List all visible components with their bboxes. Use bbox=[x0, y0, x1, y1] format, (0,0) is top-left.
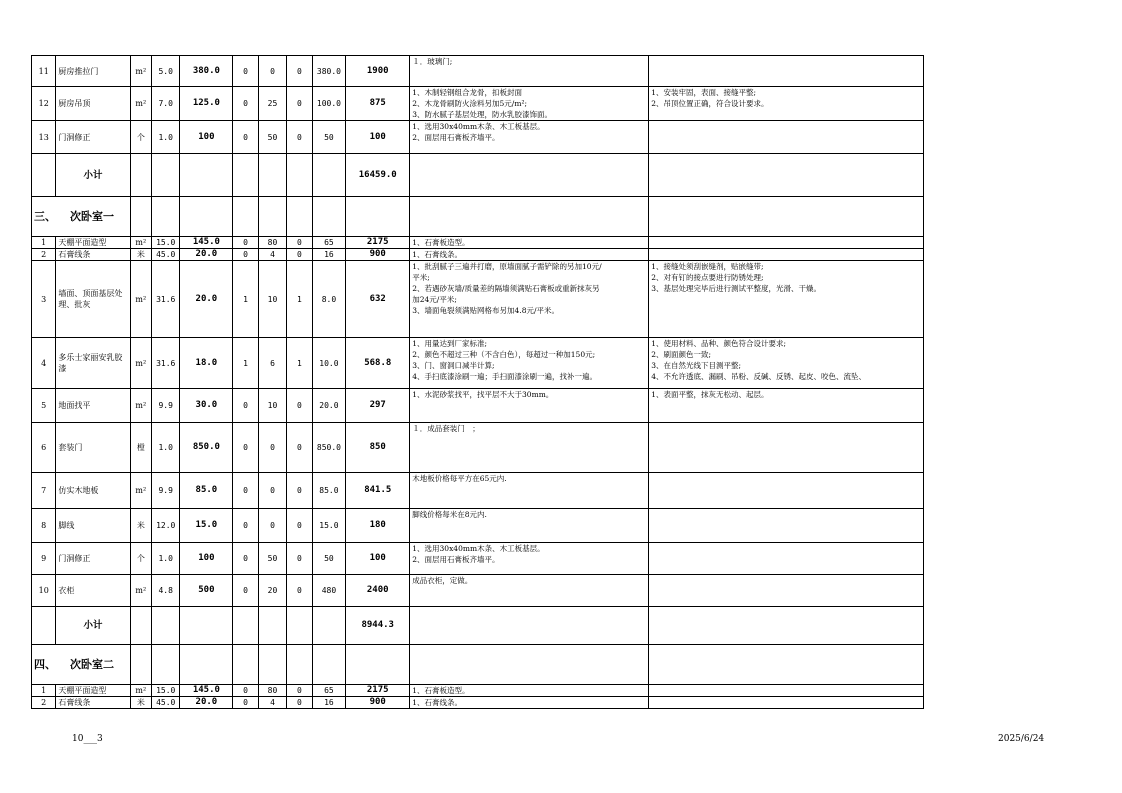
empty-cell bbox=[312, 607, 346, 645]
item-unit: 米 bbox=[130, 509, 151, 543]
item-unit-price: 85.0 bbox=[180, 473, 233, 509]
item-name: 衣柜 bbox=[56, 575, 130, 607]
item-cost-1: 0 bbox=[233, 509, 258, 543]
item-unit-price: 500 bbox=[180, 575, 233, 607]
item-cost-1: 0 bbox=[233, 575, 258, 607]
empty-cell bbox=[258, 154, 286, 197]
text-line: 加24元/平米; bbox=[412, 295, 457, 304]
item-requirements bbox=[649, 697, 924, 709]
empty-cell bbox=[287, 645, 312, 685]
subtotal-row bbox=[32, 607, 924, 645]
item-requirements bbox=[649, 389, 924, 423]
empty-cell bbox=[180, 645, 233, 685]
item-total: 568.8 bbox=[346, 338, 410, 389]
table-row bbox=[32, 87, 924, 121]
item-number: 1 bbox=[32, 237, 56, 249]
item-unit-price: 125.0 bbox=[180, 87, 233, 121]
text-line: 1、接缝处须刮嵌缝剂，贴嵌缝带; bbox=[651, 262, 764, 271]
item-cost-1: 0 bbox=[233, 389, 258, 423]
item-name: 天棚平面造型 bbox=[56, 237, 130, 249]
item-total: 1900 bbox=[346, 56, 410, 87]
item-unit: m² bbox=[130, 473, 151, 509]
item-unit-price: 20.0 bbox=[180, 697, 233, 709]
text-line: １．玻璃门; bbox=[412, 57, 453, 66]
item-cost-2: 0 bbox=[258, 56, 286, 87]
item-unit-price: 100 bbox=[180, 121, 233, 154]
text-line: 2、刷面颜色一致; bbox=[651, 350, 712, 359]
item-requirements bbox=[649, 423, 924, 473]
text-line: 1、石膏线条。 bbox=[412, 698, 463, 707]
item-cost-3: 0 bbox=[287, 509, 312, 543]
item-description bbox=[410, 249, 649, 261]
item-unit: m² bbox=[130, 338, 151, 389]
item-cost-3: 0 bbox=[287, 237, 312, 249]
item-description bbox=[410, 543, 649, 575]
text-line: 2、若遇砂灰墙/质量差的隔墙须满贴石膏板或重新抹灰另 bbox=[412, 284, 600, 293]
item-cost-4: 20.0 bbox=[312, 389, 346, 423]
table-row bbox=[32, 249, 924, 261]
item-name: 套装门 bbox=[56, 423, 130, 473]
text-line: 2、颜色不超过三种（不含白色），每超过一种加150元; bbox=[412, 350, 596, 359]
text-line: 1、石膏板造型。 bbox=[412, 686, 470, 695]
item-cost-4: 480 bbox=[312, 575, 346, 607]
subtotal-label-cell bbox=[56, 607, 130, 645]
item-cost-4: 380.0 bbox=[312, 56, 346, 87]
item-quantity: 9.9 bbox=[151, 473, 179, 509]
empty-cell bbox=[649, 607, 924, 645]
text-line: 3、在自然光线下目测平整; bbox=[651, 361, 742, 370]
item-number: 10 bbox=[32, 575, 56, 607]
item-unit-price: 100 bbox=[180, 543, 233, 575]
item-unit: m² bbox=[130, 237, 151, 249]
section-title: 次卧室二 bbox=[70, 657, 114, 671]
table-row bbox=[32, 237, 924, 249]
item-cost-1: 1 bbox=[233, 338, 258, 389]
empty-cell bbox=[233, 197, 258, 237]
item-cost-2: 50 bbox=[258, 121, 286, 154]
item-description bbox=[410, 509, 649, 543]
item-cost-1: 0 bbox=[233, 87, 258, 121]
empty-cell bbox=[258, 607, 286, 645]
item-cost-2: 6 bbox=[258, 338, 286, 389]
item-number: 8 bbox=[32, 509, 56, 543]
item-cost-3: 0 bbox=[287, 575, 312, 607]
item-quantity: 1.0 bbox=[151, 543, 179, 575]
item-cost-3: 0 bbox=[287, 685, 312, 697]
empty-cell bbox=[180, 154, 233, 197]
item-quantity: 45.0 bbox=[151, 697, 179, 709]
item-unit-price: 850.0 bbox=[180, 423, 233, 473]
item-cost-4: 85.0 bbox=[312, 473, 346, 509]
item-name: 门洞修正 bbox=[56, 121, 130, 154]
text-line: 1、水泥砂浆找平，找平层不大于30mm。 bbox=[412, 390, 554, 399]
item-cost-3: 0 bbox=[287, 423, 312, 473]
item-requirements bbox=[649, 473, 924, 509]
item-quantity: 1.0 bbox=[151, 121, 179, 154]
item-name: 地面找平 bbox=[56, 389, 130, 423]
text-line: 2、木龙骨刷防火涂料另加5元/m²; bbox=[412, 99, 527, 108]
item-description bbox=[410, 473, 649, 509]
item-cost-1: 0 bbox=[233, 237, 258, 249]
item-name: 仿实木地板 bbox=[56, 473, 130, 509]
item-cost-2: 4 bbox=[258, 249, 286, 261]
item-unit-price: 18.0 bbox=[180, 338, 233, 389]
item-total: 900 bbox=[346, 697, 410, 709]
text-line: 2、面层用石膏板齐墙平。 bbox=[412, 555, 500, 564]
text-line: 2、吊顶位置正确，符合设计要求。 bbox=[651, 99, 769, 108]
item-total: 100 bbox=[346, 121, 410, 154]
text-line: 2、对有钉的接点要进行防锈处理; bbox=[651, 273, 764, 282]
item-cost-1: 0 bbox=[233, 473, 258, 509]
section-number: 四、 bbox=[34, 657, 56, 671]
item-quantity: 31.6 bbox=[151, 261, 179, 338]
item-unit: m² bbox=[130, 389, 151, 423]
text-line: 1、批刮腻子三遍并打磨，原墙面腻子需铲除的另加10元/ bbox=[412, 262, 602, 271]
table-row bbox=[32, 338, 924, 389]
empty-cell bbox=[312, 154, 346, 197]
item-total: 632 bbox=[346, 261, 410, 338]
subtotal-label: 小计 bbox=[83, 620, 103, 631]
item-description bbox=[410, 56, 649, 87]
item-unit: m² bbox=[130, 261, 151, 338]
text-line: 3、墙面龟裂须满贴网格布另加4.8元/平米。 bbox=[412, 306, 559, 315]
item-total: 900 bbox=[346, 249, 410, 261]
item-requirements bbox=[649, 685, 924, 697]
item-cost-2: 4 bbox=[258, 697, 286, 709]
item-cost-3: 0 bbox=[287, 389, 312, 423]
text-line: 1、使用材料、品种、颜色符合设计要求; bbox=[651, 339, 787, 348]
item-name: 石膏线条 bbox=[56, 249, 130, 261]
empty-cell bbox=[233, 645, 258, 685]
text-line: 木地板价格每平方在65元内. bbox=[412, 474, 507, 483]
text-line: 平米; bbox=[412, 273, 430, 282]
text-line: 4、不允许透底、漏刷、吊粉、反碱、反锈、起皮、咬色、流坠、 bbox=[651, 372, 867, 381]
item-description bbox=[410, 121, 649, 154]
item-total: 2175 bbox=[346, 237, 410, 249]
item-description bbox=[410, 685, 649, 697]
item-unit: m² bbox=[130, 56, 151, 87]
item-name: 厨房推拉门 bbox=[56, 56, 130, 87]
item-unit: m² bbox=[130, 87, 151, 121]
item-unit: 个 bbox=[130, 543, 151, 575]
item-cost-2: 0 bbox=[258, 509, 286, 543]
quotation-table bbox=[31, 55, 924, 709]
item-description bbox=[410, 261, 649, 338]
item-number: 11 bbox=[32, 56, 56, 87]
item-total: 2175 bbox=[346, 685, 410, 697]
item-description bbox=[410, 87, 649, 121]
item-unit-price: 20.0 bbox=[180, 249, 233, 261]
empty-cell bbox=[32, 607, 56, 645]
text-line: 1、石膏板造型。 bbox=[412, 238, 470, 247]
item-cost-3: 1 bbox=[287, 338, 312, 389]
item-cost-4: 16 bbox=[312, 249, 346, 261]
item-quantity: 1.0 bbox=[151, 423, 179, 473]
item-requirements bbox=[649, 543, 924, 575]
item-number: 1 bbox=[32, 685, 56, 697]
item-cost-1: 1 bbox=[233, 261, 258, 338]
empty-cell bbox=[649, 154, 924, 197]
empty-cell bbox=[287, 607, 312, 645]
text-line: 1、选用30x40mm木条、木工板基层。 bbox=[412, 544, 545, 553]
subtotal-value: 16459.0 bbox=[346, 154, 410, 197]
text-line: 1、安装牢固，表面、接缝平整; bbox=[651, 88, 757, 97]
text-line: 脚线价格每米在8元内. bbox=[412, 510, 487, 519]
item-cost-4: 15.0 bbox=[312, 509, 346, 543]
item-quantity: 7.0 bbox=[151, 87, 179, 121]
text-line: 3、门、窗洞口减半计算; bbox=[412, 361, 495, 370]
item-requirements bbox=[649, 237, 924, 249]
table-row bbox=[32, 56, 924, 87]
empty-cell bbox=[180, 607, 233, 645]
item-cost-1: 0 bbox=[233, 121, 258, 154]
item-cost-4: 65 bbox=[312, 237, 346, 249]
page-number: 10___3 bbox=[72, 734, 103, 744]
section-number: 三、 bbox=[34, 209, 56, 223]
item-cost-4: 50 bbox=[312, 121, 346, 154]
item-requirements bbox=[649, 509, 924, 543]
item-number: 6 bbox=[32, 423, 56, 473]
item-name: 脚线 bbox=[56, 509, 130, 543]
print-date: 2025/6/24 bbox=[998, 734, 1045, 744]
item-number: 9 bbox=[32, 543, 56, 575]
item-quantity: 15.0 bbox=[151, 237, 179, 249]
table-body bbox=[32, 56, 924, 709]
item-unit-price: 30.0 bbox=[180, 389, 233, 423]
item-requirements bbox=[649, 338, 924, 389]
item-quantity: 45.0 bbox=[151, 249, 179, 261]
item-cost-3: 0 bbox=[287, 56, 312, 87]
item-requirements bbox=[649, 87, 924, 121]
table-row bbox=[32, 261, 924, 338]
item-name: 石膏线条 bbox=[56, 697, 130, 709]
item-description bbox=[410, 338, 649, 389]
item-cost-2: 0 bbox=[258, 473, 286, 509]
item-total: 2400 bbox=[346, 575, 410, 607]
item-cost-4: 50 bbox=[312, 543, 346, 575]
item-unit: m² bbox=[130, 575, 151, 607]
item-unit-price: 145.0 bbox=[180, 237, 233, 249]
item-description bbox=[410, 237, 649, 249]
item-cost-3: 0 bbox=[287, 543, 312, 575]
item-requirements bbox=[649, 575, 924, 607]
item-total: 850 bbox=[346, 423, 410, 473]
empty-cell bbox=[180, 197, 233, 237]
item-name: 天棚平面造型 bbox=[56, 685, 130, 697]
item-cost-4: 65 bbox=[312, 685, 346, 697]
item-description bbox=[410, 389, 649, 423]
subtotal-row bbox=[32, 154, 924, 197]
empty-cell bbox=[130, 645, 151, 685]
table-row bbox=[32, 423, 924, 473]
item-number: 3 bbox=[32, 261, 56, 338]
item-total: 297 bbox=[346, 389, 410, 423]
item-description bbox=[410, 575, 649, 607]
subtotal-value: 8944.3 bbox=[346, 607, 410, 645]
item-unit-price: 20.0 bbox=[180, 261, 233, 338]
item-requirements bbox=[649, 249, 924, 261]
item-cost-1: 0 bbox=[233, 423, 258, 473]
table-row bbox=[32, 543, 924, 575]
section-header-row bbox=[32, 197, 924, 237]
item-cost-3: 0 bbox=[287, 249, 312, 261]
empty-cell bbox=[151, 197, 179, 237]
text-line: 3、防水腻子基层处理，防水乳胶漆饰面。 bbox=[412, 110, 553, 119]
item-unit-price: 145.0 bbox=[180, 685, 233, 697]
item-quantity: 12.0 bbox=[151, 509, 179, 543]
empty-cell bbox=[649, 197, 924, 237]
item-quantity: 31.6 bbox=[151, 338, 179, 389]
item-cost-3: 0 bbox=[287, 121, 312, 154]
item-cost-2: 10 bbox=[258, 389, 286, 423]
empty-cell bbox=[346, 197, 410, 237]
item-cost-2: 0 bbox=[258, 423, 286, 473]
item-cost-3: 0 bbox=[287, 473, 312, 509]
text-line: 3、基层处理完毕后进行测试平整度，光滑、干燥。 bbox=[651, 284, 822, 293]
section-title-cell bbox=[32, 197, 131, 237]
item-cost-1: 0 bbox=[233, 685, 258, 697]
item-cost-4: 850.0 bbox=[312, 423, 346, 473]
item-cost-4: 8.0 bbox=[312, 261, 346, 338]
item-cost-3: 0 bbox=[287, 87, 312, 121]
table-row bbox=[32, 509, 924, 543]
item-number: 12 bbox=[32, 87, 56, 121]
item-description bbox=[410, 423, 649, 473]
empty-cell bbox=[233, 607, 258, 645]
empty-cell bbox=[233, 154, 258, 197]
text-line: 1、表面平整，抹灰无松动、起层。 bbox=[651, 390, 769, 399]
item-cost-4: 16 bbox=[312, 697, 346, 709]
item-quantity: 9.9 bbox=[151, 389, 179, 423]
item-unit: 樘 bbox=[130, 423, 151, 473]
empty-cell bbox=[410, 645, 649, 685]
table-row bbox=[32, 685, 924, 697]
item-unit-price: 380.0 bbox=[180, 56, 233, 87]
empty-cell bbox=[410, 197, 649, 237]
item-quantity: 4.8 bbox=[151, 575, 179, 607]
text-line: 4、手扫底漆涂刷一遍；手扫面漆涂刷一遍，找补一遍。 bbox=[412, 372, 598, 381]
subtotal-label: 小计 bbox=[83, 169, 103, 181]
text-line: 2、面层用石膏板齐墙平。 bbox=[412, 133, 500, 142]
item-total: 841.5 bbox=[346, 473, 410, 509]
text-line: 1、木制轻钢组合龙骨，扣板封面 bbox=[412, 88, 523, 97]
empty-cell bbox=[346, 645, 410, 685]
item-description bbox=[410, 697, 649, 709]
item-requirements bbox=[649, 261, 924, 338]
item-unit: 个 bbox=[130, 121, 151, 154]
item-total: 100 bbox=[346, 543, 410, 575]
empty-cell bbox=[287, 197, 312, 237]
text-line: 1、石膏线条。 bbox=[412, 250, 463, 259]
item-number: 5 bbox=[32, 389, 56, 423]
text-line: 1、用量达到厂家标准; bbox=[412, 339, 488, 348]
empty-cell bbox=[130, 607, 151, 645]
text-line: 1、选用30x40mm木条、木工板基层。 bbox=[412, 122, 545, 131]
table-row bbox=[32, 473, 924, 509]
item-cost-2: 20 bbox=[258, 575, 286, 607]
empty-cell bbox=[130, 197, 151, 237]
empty-cell bbox=[410, 154, 649, 197]
item-cost-1: 0 bbox=[233, 543, 258, 575]
item-cost-3: 1 bbox=[287, 261, 312, 338]
item-number: 2 bbox=[32, 249, 56, 261]
empty-cell bbox=[649, 645, 924, 685]
empty-cell bbox=[151, 645, 179, 685]
item-name: 厨房吊顶 bbox=[56, 87, 130, 121]
section-title: 次卧室一 bbox=[70, 209, 114, 223]
item-cost-4: 10.0 bbox=[312, 338, 346, 389]
table-row bbox=[32, 121, 924, 154]
item-cost-4: 100.0 bbox=[312, 87, 346, 121]
item-cost-1: 0 bbox=[233, 249, 258, 261]
item-name: 墙面、顶面基层处理、批灰 bbox=[56, 261, 130, 338]
empty-cell bbox=[287, 154, 312, 197]
empty-cell bbox=[258, 197, 286, 237]
item-quantity: 5.0 bbox=[151, 56, 179, 87]
table-row bbox=[32, 389, 924, 423]
text-line: 成品衣柜，定做。 bbox=[412, 576, 473, 585]
item-unit: 米 bbox=[130, 697, 151, 709]
empty-cell bbox=[151, 154, 179, 197]
item-cost-3: 0 bbox=[287, 697, 312, 709]
item-name: 多乐士家丽安乳胶漆 bbox=[56, 338, 130, 389]
item-cost-2: 80 bbox=[258, 237, 286, 249]
empty-cell bbox=[32, 154, 56, 197]
text-line: １．成品套装门 ； bbox=[412, 424, 480, 433]
item-number: 7 bbox=[32, 473, 56, 509]
empty-cell bbox=[258, 645, 286, 685]
item-number: 4 bbox=[32, 338, 56, 389]
section-header-row bbox=[32, 645, 924, 685]
item-cost-1: 0 bbox=[233, 697, 258, 709]
item-requirements bbox=[649, 121, 924, 154]
item-cost-2: 10 bbox=[258, 261, 286, 338]
table-row bbox=[32, 697, 924, 709]
section-title-cell bbox=[32, 645, 131, 685]
empty-cell bbox=[312, 197, 346, 237]
empty-cell bbox=[410, 607, 649, 645]
item-unit: m² bbox=[130, 685, 151, 697]
item-cost-2: 80 bbox=[258, 685, 286, 697]
item-number: 13 bbox=[32, 121, 56, 154]
item-total: 875 bbox=[346, 87, 410, 121]
item-requirements bbox=[649, 56, 924, 87]
subtotal-label-cell bbox=[56, 154, 130, 197]
empty-cell bbox=[151, 607, 179, 645]
item-cost-2: 25 bbox=[258, 87, 286, 121]
table-row bbox=[32, 575, 924, 607]
item-quantity: 15.0 bbox=[151, 685, 179, 697]
empty-cell bbox=[130, 154, 151, 197]
item-unit: 米 bbox=[130, 249, 151, 261]
item-cost-2: 50 bbox=[258, 543, 286, 575]
item-number: 2 bbox=[32, 697, 56, 709]
item-name: 门洞修正 bbox=[56, 543, 130, 575]
item-total: 180 bbox=[346, 509, 410, 543]
item-cost-1: 0 bbox=[233, 56, 258, 87]
empty-cell bbox=[312, 645, 346, 685]
item-unit-price: 15.0 bbox=[180, 509, 233, 543]
